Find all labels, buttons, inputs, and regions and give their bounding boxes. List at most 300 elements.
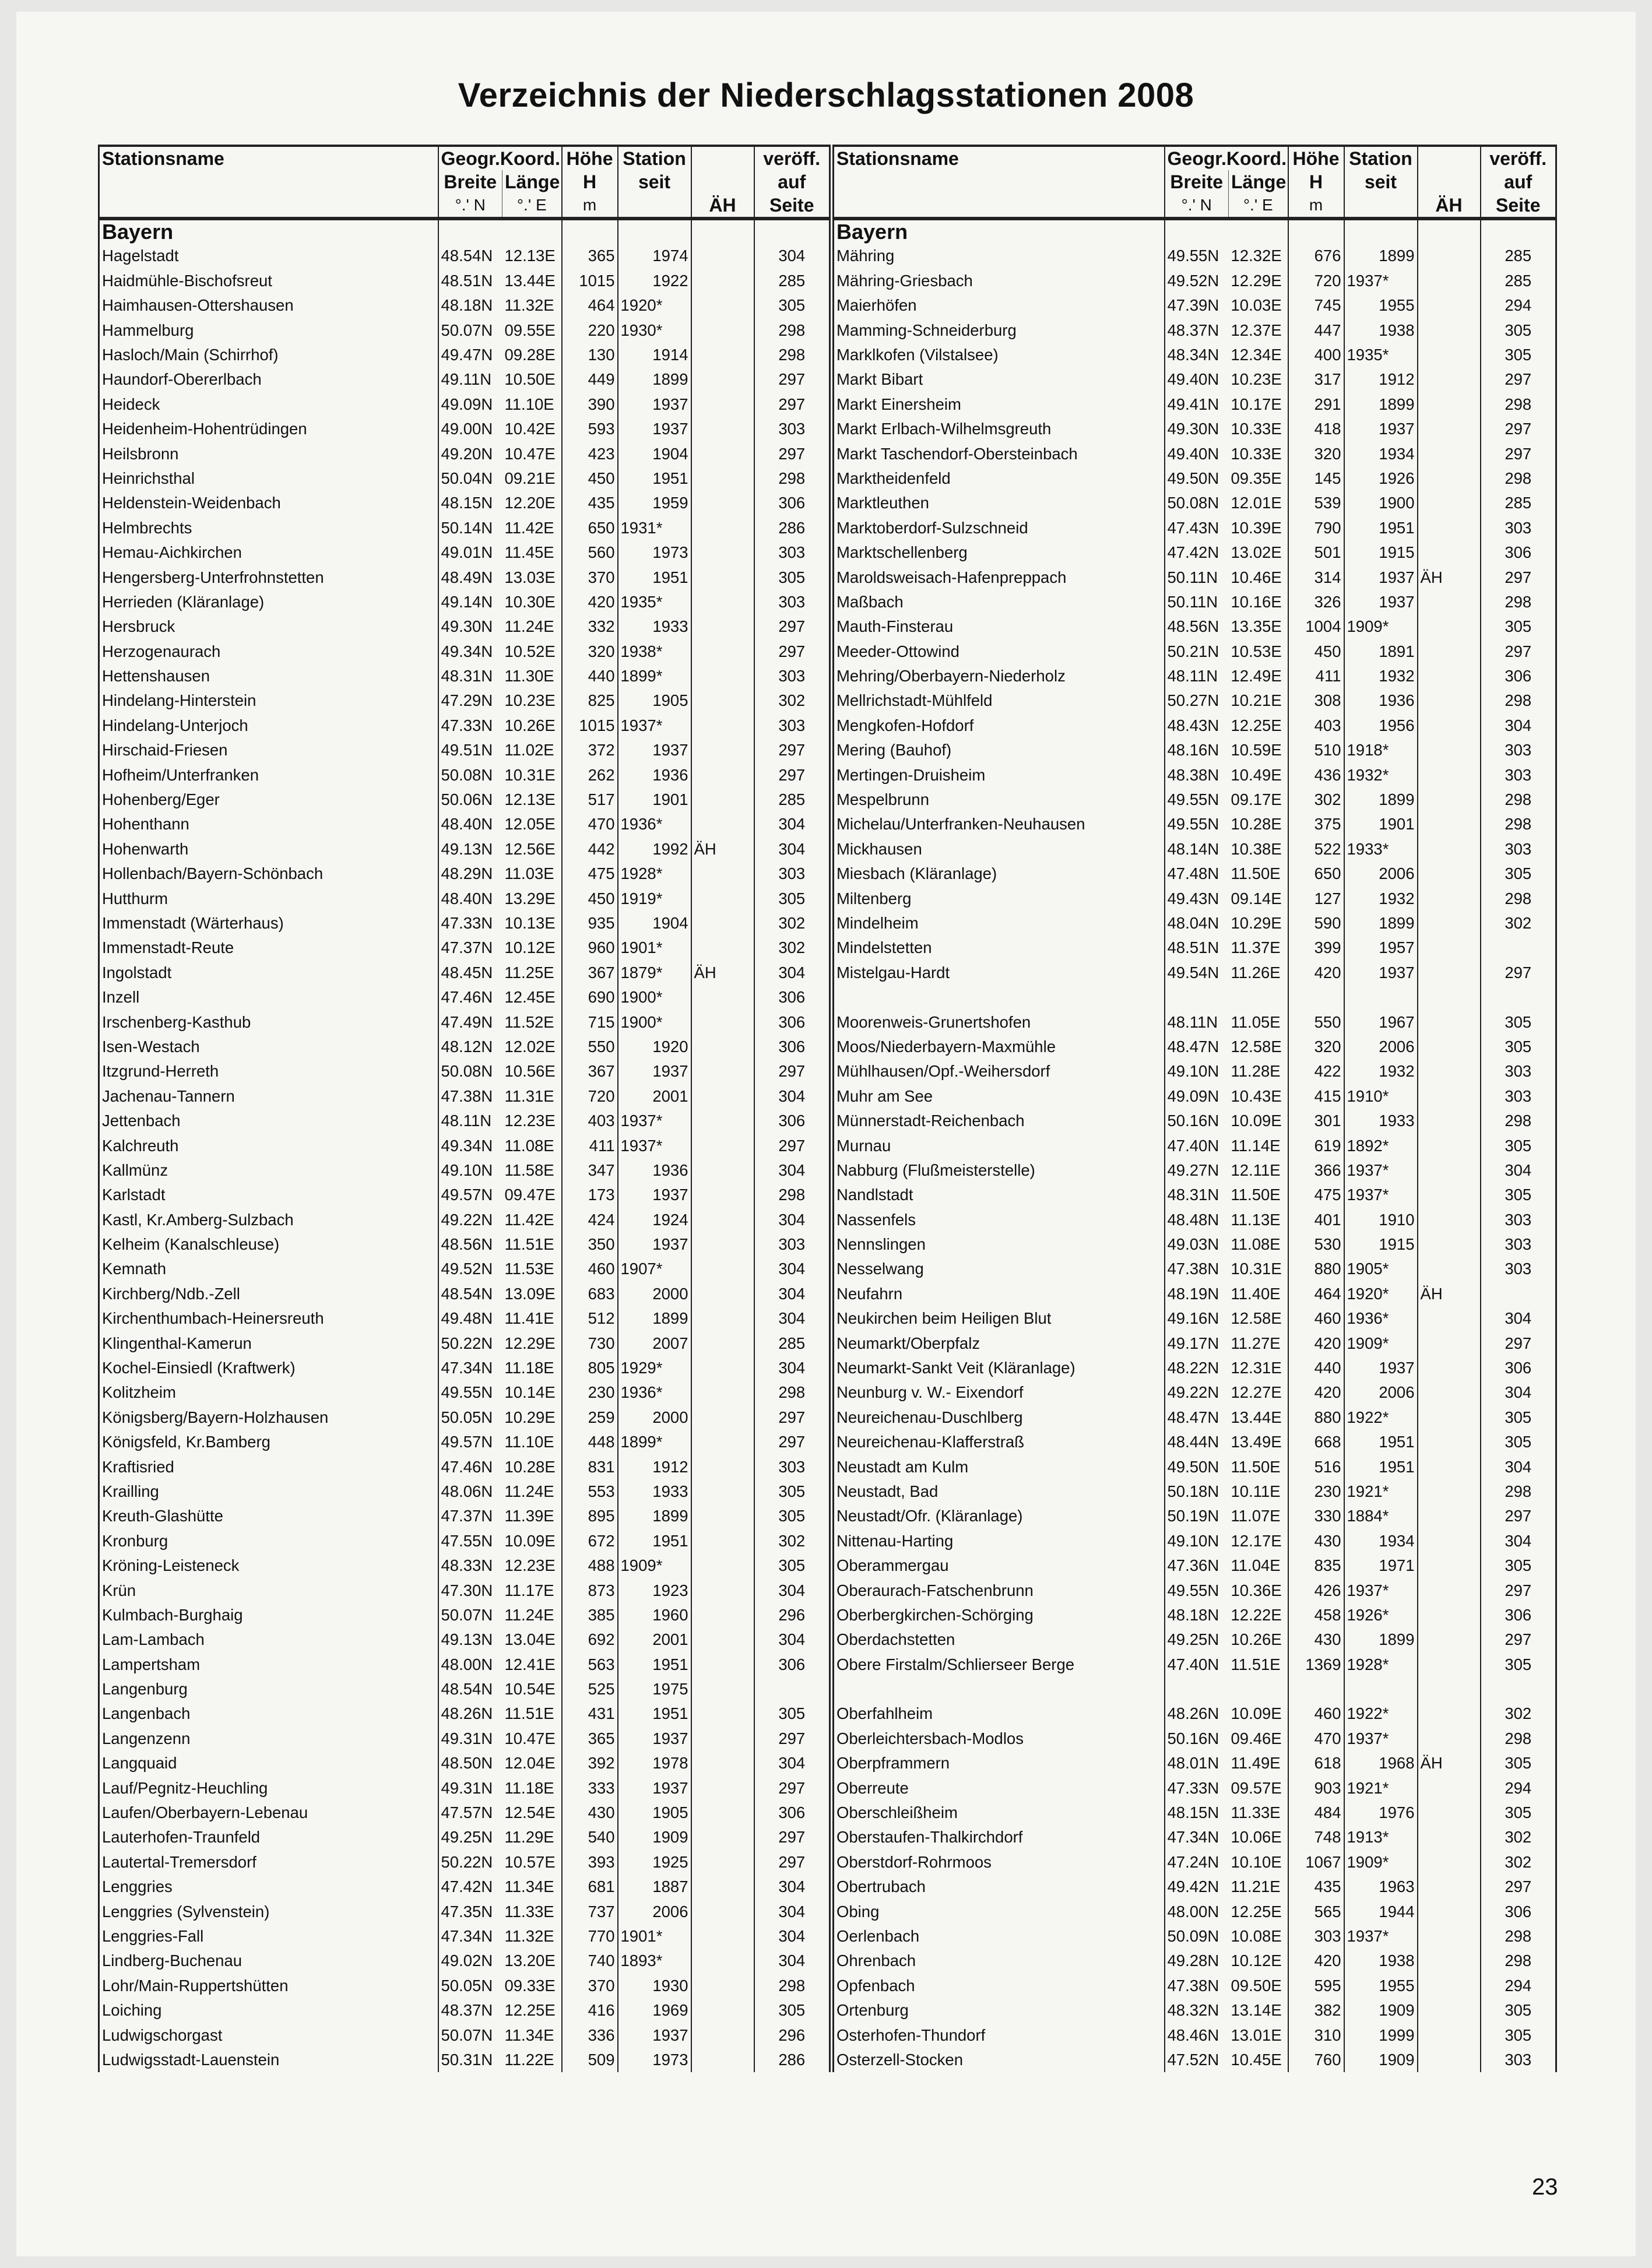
table-row — [834, 936, 1556, 960]
table-row — [834, 1010, 1556, 1034]
table-row — [834, 1973, 1556, 1998]
longitude: 13.01E — [1229, 2023, 1288, 2047]
table-row — [99, 1677, 830, 1701]
aeh-flag — [691, 614, 754, 639]
station-since: 2006 — [618, 1899, 691, 1924]
longitude: 10.21E — [1229, 688, 1288, 713]
page-ref: 304 — [754, 1875, 830, 1899]
elevation: 1369 — [1288, 1652, 1344, 1676]
aeh-flag — [691, 688, 754, 713]
aeh-flag — [691, 787, 754, 812]
table-row — [99, 565, 830, 589]
aeh-flag — [1418, 1701, 1481, 1726]
elevation: 399 — [1288, 936, 1344, 960]
page-ref: 305 — [1481, 1430, 1556, 1454]
latitude: 50.04N — [441, 469, 493, 487]
elevation: 365 — [562, 244, 618, 268]
elevation: 308 — [1288, 688, 1344, 713]
table-row — [99, 1875, 830, 1899]
table-row — [834, 1133, 1556, 1158]
longitude: 11.08E — [502, 1133, 562, 1158]
longitude: 10.54E — [502, 1677, 562, 1701]
station-name: Oberstaufen-Thalkirchdorf — [834, 1825, 1165, 1849]
page-ref: 305 — [1481, 318, 1556, 342]
latitude: 48.04N — [1167, 913, 1219, 932]
table-row — [99, 1479, 830, 1504]
latitude: 50.22N — [441, 1852, 493, 1871]
station-name: Hirschaid-Friesen — [99, 738, 438, 762]
aeh-flag — [691, 244, 754, 268]
aeh-flag — [691, 1356, 754, 1380]
longitude: 11.25E — [502, 960, 562, 984]
elevation: 420 — [1288, 960, 1344, 984]
table-row — [834, 1084, 1556, 1108]
empty-cell — [1165, 219, 1229, 244]
station-name: Mering (Bauhof) — [834, 738, 1165, 762]
page-ref: 305 — [1481, 1183, 1556, 1207]
station-since: 1951 — [618, 1652, 691, 1676]
station-since: 1937* — [1344, 1183, 1418, 1207]
elevation: 720 — [1288, 268, 1344, 293]
page-ref: 305 — [754, 1504, 830, 1528]
aeh-flag — [1418, 491, 1481, 515]
station-since: 1905* — [1344, 1257, 1418, 1281]
longitude: 11.37E — [1229, 936, 1288, 960]
longitude: 12.25E — [1229, 1899, 1288, 1924]
page-ref: 297 — [754, 1430, 830, 1454]
station-since: 1925 — [618, 1849, 691, 1874]
table-row — [99, 441, 830, 466]
station-name: Moorenweis-Grunertshofen — [834, 1010, 1165, 1034]
table-row — [99, 1109, 830, 1133]
elevation: 510 — [1288, 738, 1344, 762]
page-ref: 302 — [754, 688, 830, 713]
station-since: 1973 — [618, 2048, 691, 2072]
station-since: 1922* — [1344, 1405, 1418, 1429]
page-ref: 297 — [754, 1405, 830, 1429]
latitude: 49.55N — [1167, 815, 1219, 834]
page-ref: 304 — [754, 1281, 830, 1306]
station-name: Itzgrund-Herreth — [99, 1059, 438, 1084]
elevation: 460 — [562, 1257, 618, 1281]
station-since: 2006 — [1344, 1035, 1418, 1059]
station-name: Nandlstadt — [834, 1183, 1165, 1207]
table-row — [99, 1726, 830, 1750]
station-since: 1955 — [1344, 1973, 1418, 1998]
page-ref: 294 — [1481, 1775, 1556, 1800]
elevation: 259 — [562, 1405, 618, 1429]
page-ref: 305 — [1481, 862, 1556, 886]
aeh-flag — [1418, 441, 1481, 466]
page-ref: 297 — [754, 441, 830, 466]
station-since: 1899 — [1344, 787, 1418, 812]
empty-cell — [1288, 219, 1344, 244]
elevation: 350 — [562, 1232, 618, 1257]
elevation: 539 — [1288, 491, 1344, 515]
station-name: Ludwigschorgast — [99, 2023, 438, 2047]
elevation: 336 — [562, 2023, 618, 2047]
table-row — [99, 1553, 830, 1578]
station-since: 1920* — [1344, 1281, 1418, 1306]
elevation: 333 — [562, 1775, 618, 1800]
station-name: Oberstdorf-Rohrmoos — [834, 1849, 1165, 1874]
longitude: 11.41E — [502, 1306, 562, 1331]
table-row — [99, 244, 830, 268]
station-name: Oerlenbach — [834, 1924, 1165, 1949]
latitude: 47.38N — [441, 1086, 493, 1105]
page-ref: 298 — [1481, 589, 1556, 614]
station-name: Hofheim/Unterfranken — [99, 762, 438, 787]
longitude: 13.02E — [1229, 540, 1288, 565]
latitude: 48.48N — [1167, 1210, 1219, 1229]
aeh-flag — [691, 1207, 754, 1232]
table-row — [99, 886, 830, 910]
station-name: Neufahrn — [834, 1281, 1165, 1306]
station-name: Kirchberg/Ndb.-Zell — [99, 1281, 438, 1306]
page-ref: 302 — [1481, 1849, 1556, 1874]
page-ref: 305 — [1481, 1751, 1556, 1775]
table-row — [99, 2048, 830, 2072]
station-name: Nabburg (Flußmeisterstelle) — [834, 1158, 1165, 1182]
station-name: Herzogenaurach — [99, 639, 438, 663]
longitude: 11.13E — [1229, 1207, 1288, 1232]
table-row — [99, 1973, 830, 1998]
longitude: 09.47E — [502, 1183, 562, 1207]
page-ref: 304 — [754, 812, 830, 836]
longitude: 09.50E — [1229, 1973, 1288, 1998]
aeh-flag — [1418, 1973, 1481, 1998]
elevation: 760 — [1288, 2048, 1344, 2072]
table-row — [99, 1232, 830, 1257]
station-name: Lohr/Main-Ruppertshütten — [99, 1973, 438, 1998]
longitude: 12.02E — [502, 1035, 562, 1059]
latitude: 48.18N — [1167, 1605, 1219, 1624]
station-name: Maßbach — [834, 589, 1165, 614]
latitude: 50.11N — [1167, 568, 1218, 586]
longitude: 12.41E — [502, 1652, 562, 1676]
table-row — [834, 1479, 1556, 1504]
longitude: 13.35E — [1229, 614, 1288, 639]
table-row — [834, 293, 1556, 318]
station-since: 1937* — [1344, 1726, 1418, 1750]
region-row — [99, 219, 830, 244]
station-name: Lam-Lambach — [99, 1627, 438, 1652]
longitude: 10.28E — [1229, 812, 1288, 836]
table-row — [834, 614, 1556, 639]
station-since: 1928* — [1344, 1652, 1418, 1676]
longitude: 11.39E — [502, 1504, 562, 1528]
station-name: Oberpframmern — [834, 1751, 1165, 1775]
station-name: Markt Einersheim — [834, 392, 1165, 416]
station-name: Neukirchen beim Heiligen Blut — [834, 1306, 1165, 1331]
aeh-flag — [691, 515, 754, 540]
latitude: 48.49N — [441, 568, 493, 586]
table-row — [99, 787, 830, 812]
aeh-flag — [1418, 2023, 1481, 2047]
aeh-flag — [1418, 1924, 1481, 1949]
station-name: Oberbergkirchen-Schörging — [834, 1602, 1165, 1627]
longitude: 12.54E — [502, 1801, 562, 1825]
aeh-flag — [1418, 960, 1481, 984]
station-since: 1926* — [1344, 1602, 1418, 1627]
page-ref: 285 — [1481, 491, 1556, 515]
elevation: 720 — [562, 1084, 618, 1108]
longitude: 11.51E — [502, 1232, 562, 1257]
station-since: 1920 — [618, 1035, 691, 1059]
longitude: 11.50E — [1229, 1454, 1288, 1479]
station-name: Hengersberg-Unterfrohnstetten — [99, 565, 438, 589]
table-row — [99, 589, 830, 614]
aeh-flag — [1418, 1627, 1481, 1652]
table-row — [99, 812, 830, 836]
station-since: 2001 — [618, 1627, 691, 1652]
station-since: 1933 — [618, 1479, 691, 1504]
table-row — [99, 614, 830, 639]
station-since: 1915 — [1344, 1232, 1418, 1257]
header-geogr-koord: Geogr.Koord. — [1165, 146, 1288, 170]
table-row — [834, 441, 1556, 466]
aeh-flag — [1418, 268, 1481, 293]
table-row — [834, 1109, 1556, 1133]
page-ref: 298 — [754, 1380, 830, 1405]
page-ref: 298 — [754, 318, 830, 342]
station-name: Oberreute — [834, 1775, 1165, 1800]
latitude: 47.35N — [441, 1902, 493, 1921]
aeh-flag — [691, 1578, 754, 1602]
longitude: 11.33E — [502, 1899, 562, 1924]
latitude: 49.40N — [1167, 444, 1219, 463]
page-ref: 296 — [754, 1602, 830, 1627]
aeh-flag — [691, 1010, 754, 1034]
longitude: 12.56E — [502, 836, 562, 861]
elevation: 430 — [1288, 1627, 1344, 1652]
elevation: 440 — [1288, 1356, 1344, 1380]
table-row — [99, 1578, 830, 1602]
region-heading: Bayern — [99, 219, 438, 244]
elevation: 895 — [562, 1504, 618, 1528]
station-since: 1899 — [618, 1504, 691, 1528]
page-ref: 297 — [1481, 960, 1556, 984]
elevation: 903 — [1288, 1775, 1344, 1800]
longitude: 11.32E — [502, 293, 562, 318]
aeh-flag — [1418, 1207, 1481, 1232]
longitude: 10.11E — [1229, 1479, 1288, 1504]
page-ref: 285 — [754, 787, 830, 812]
header-laenge: Länge — [502, 170, 562, 194]
longitude: 12.31E — [1229, 1356, 1288, 1380]
region-row — [834, 219, 1556, 244]
page-ref: 298 — [1481, 1726, 1556, 1750]
elevation: 401 — [1288, 1207, 1344, 1232]
aeh-flag — [691, 1825, 754, 1849]
aeh-flag — [1418, 812, 1481, 836]
station-name: Krün — [99, 1578, 438, 1602]
station-since: 1937 — [1344, 960, 1418, 984]
page-ref: 303 — [1481, 762, 1556, 787]
station-since: 1910 — [1344, 1207, 1418, 1232]
latitude: 48.37N — [441, 2001, 493, 2020]
table-row — [99, 1380, 830, 1405]
elevation: 563 — [562, 1652, 618, 1676]
page-ref: 306 — [754, 1035, 830, 1059]
station-name — [834, 1677, 1165, 1701]
longitude: 12.45E — [502, 985, 562, 1010]
latitude: 47.42N — [441, 1877, 493, 1896]
latitude: 49.10N — [441, 1161, 493, 1179]
latitude: 49.50N — [1167, 469, 1219, 487]
longitude: 09.35E — [1229, 466, 1288, 491]
latitude: 49.55N — [1167, 247, 1219, 265]
table-row — [834, 664, 1556, 688]
empty-cell — [754, 219, 830, 244]
page-ref: 306 — [1481, 540, 1556, 565]
station-since: 1969 — [618, 1998, 691, 2023]
table-row — [99, 293, 830, 318]
station-since: 1936 — [1344, 688, 1418, 713]
page-ref: 304 — [754, 1627, 830, 1652]
aeh-flag — [1418, 1849, 1481, 1874]
header-h: H — [562, 170, 618, 194]
header-hoehe: Höhe — [1288, 146, 1344, 170]
aeh-flag — [691, 1528, 754, 1553]
station-since: 1893* — [618, 1949, 691, 1973]
station-name: Ohrenbach — [834, 1949, 1165, 1973]
header-empty — [99, 170, 438, 194]
station-since: 1918* — [1344, 738, 1418, 762]
station-since: 1930 — [618, 1973, 691, 1998]
station-name: Mickhausen — [834, 836, 1165, 861]
page-ref: 306 — [754, 1010, 830, 1034]
page-ref: 297 — [1481, 417, 1556, 441]
page-ref: 306 — [1481, 1602, 1556, 1627]
page-ref: 297 — [1481, 1331, 1556, 1355]
latitude: 47.49N — [441, 1012, 493, 1031]
aeh-flag — [691, 1726, 754, 1750]
latitude: 49.01N — [441, 543, 493, 562]
table-row — [834, 1380, 1556, 1405]
station-name: Neumarkt/Oberpfalz — [834, 1331, 1165, 1355]
table-row — [99, 2023, 830, 2047]
elevation: 367 — [562, 960, 618, 984]
page-ref — [754, 1677, 830, 1701]
latitude: 47.37N — [441, 938, 493, 957]
station-name: Mertingen-Druisheim — [834, 762, 1165, 787]
station-since: 1934 — [1344, 1528, 1418, 1553]
page-ref: 304 — [754, 1949, 830, 1973]
longitude: 10.28E — [502, 1454, 562, 1479]
page-ref: 303 — [1481, 1059, 1556, 1084]
station-name: Neureichenau-Klafferstraß — [834, 1430, 1165, 1454]
station-name: Muhr am See — [834, 1084, 1165, 1108]
table-row — [99, 1084, 830, 1108]
station-since: 1900* — [618, 1010, 691, 1034]
page-ref: 306 — [1481, 664, 1556, 688]
aeh-flag — [691, 2048, 754, 2072]
station-since: 1937 — [1344, 417, 1418, 441]
station-name: Lenggries — [99, 1875, 438, 1899]
table-row — [99, 1059, 830, 1084]
station-name: Ingolstadt — [99, 960, 438, 984]
page-ref: 306 — [754, 1109, 830, 1133]
elevation: 423 — [562, 441, 618, 466]
latitude: 48.43N — [1167, 716, 1219, 734]
table-row — [99, 836, 830, 861]
aeh-flag — [1418, 540, 1481, 565]
table-row — [99, 268, 830, 293]
station-table-left — [98, 145, 831, 2072]
longitude: 12.29E — [502, 1331, 562, 1355]
elevation: 470 — [1288, 1726, 1344, 1750]
station-name: Michelau/Unterfranken-Neuhausen — [834, 812, 1165, 836]
table-row — [99, 911, 830, 936]
station-since: 1899 — [1344, 244, 1418, 268]
table-row — [834, 1454, 1556, 1479]
latitude: 47.48N — [1167, 864, 1219, 883]
station-since: 1955 — [1344, 293, 1418, 318]
station-name: Immenstadt (Wärterhaus) — [99, 911, 438, 936]
latitude: 48.51N — [1167, 938, 1219, 957]
station-since: 1923 — [618, 1578, 691, 1602]
aeh-flag — [1418, 836, 1481, 861]
page-ref: 303 — [754, 1232, 830, 1257]
table-row — [834, 491, 1556, 515]
table-row — [834, 565, 1556, 589]
latitude: 47.46N — [441, 1457, 493, 1476]
longitude: 13.49E — [1229, 1430, 1288, 1454]
longitude: 11.21E — [1229, 1875, 1288, 1899]
table-row — [99, 985, 830, 1010]
elevation: 745 — [1288, 293, 1344, 318]
station-since: 1968 — [1344, 1751, 1418, 1775]
longitude: 11.45E — [502, 540, 562, 565]
header-breite: Breite — [438, 170, 502, 194]
station-name: Marktoberdorf-Sulzschneid — [834, 515, 1165, 540]
page-ref: 305 — [754, 1998, 830, 2023]
table-row — [99, 1454, 830, 1479]
table-row — [99, 1504, 830, 1528]
station-name: Mähring-Griesbach — [834, 268, 1165, 293]
table-row — [834, 1183, 1556, 1207]
station-name: Oberleichtersbach-Modlos — [834, 1726, 1165, 1750]
longitude: 13.14E — [1229, 1998, 1288, 2023]
page-number: 23 — [1532, 2174, 1558, 2200]
station-since: 1922 — [618, 268, 691, 293]
table-row — [99, 738, 830, 762]
station-name: Neustadt am Kulm — [834, 1454, 1165, 1479]
station-since: 1937 — [618, 1232, 691, 1257]
station-name: Neumarkt-Sankt Veit (Kläranlage) — [834, 1356, 1165, 1380]
latitude: 50.07N — [441, 1605, 493, 1624]
station-name: Langquaid — [99, 1751, 438, 1775]
table-row — [99, 960, 830, 984]
latitude: 50.16N — [1167, 1729, 1219, 1747]
table-row — [99, 1924, 830, 1949]
latitude: 48.26N — [441, 1704, 493, 1723]
page-ref: 304 — [754, 1306, 830, 1331]
station-since: 1909 — [618, 1825, 691, 1849]
longitude: 10.26E — [502, 713, 562, 737]
table-row — [834, 738, 1556, 762]
page-ref: 305 — [1481, 614, 1556, 639]
station-since: 1935* — [618, 589, 691, 614]
elevation: 450 — [562, 886, 618, 910]
station-since: 1913* — [1344, 1825, 1418, 1849]
header-unit-m: m — [1288, 194, 1344, 219]
elevation: 403 — [562, 1109, 618, 1133]
longitude: 12.23E — [502, 1109, 562, 1133]
longitude: 10.31E — [502, 762, 562, 787]
longitude: 13.04E — [502, 1627, 562, 1652]
